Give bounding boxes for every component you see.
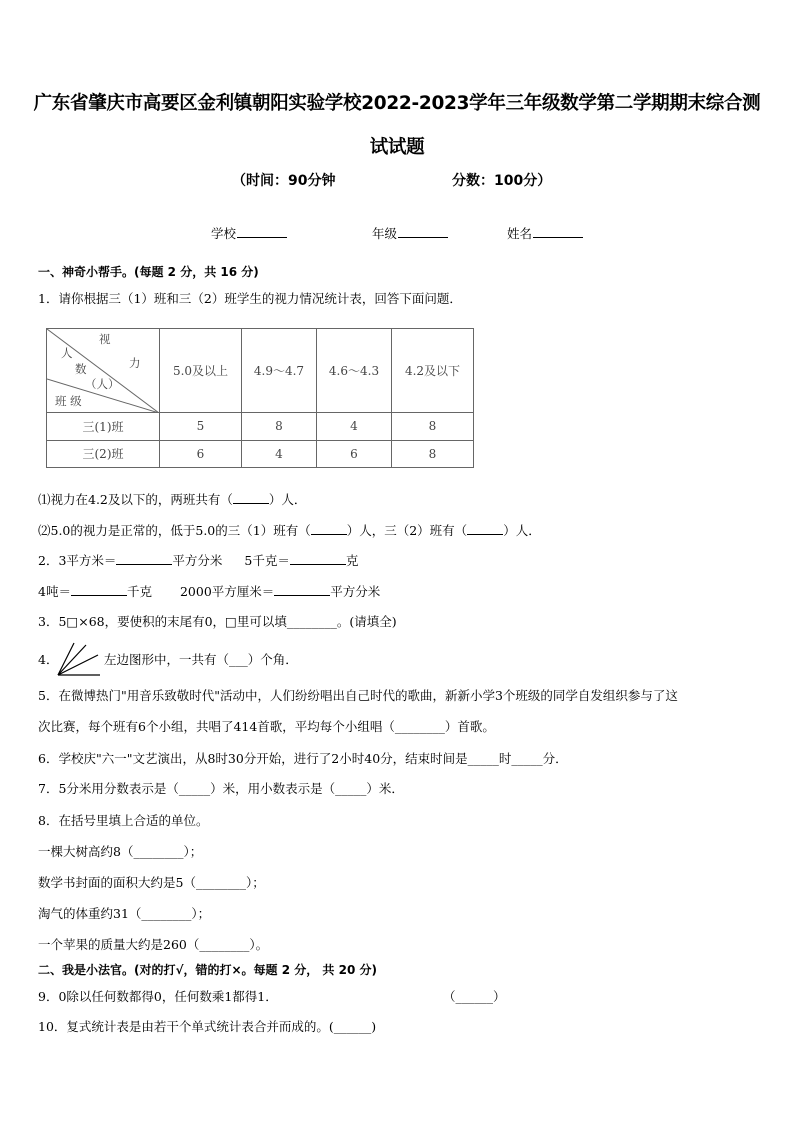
header-cell: 4.6～4.3 bbox=[316, 329, 391, 413]
question-8: 8．在括号里填上合适的单位。 bbox=[38, 813, 209, 828]
table-corner-header: 视 人 力 数 （人） 班 级 bbox=[47, 329, 160, 413]
value-cell: 8 bbox=[241, 413, 316, 441]
grade-field[interactable]: 年级 bbox=[372, 224, 397, 242]
school-field[interactable]: 学校 bbox=[211, 224, 236, 242]
table-row bbox=[47, 413, 474, 441]
name-field[interactable]: 姓名 bbox=[507, 224, 532, 242]
question-5-line-2: 次比赛，每个班有6个小组，共唱了414首歌，平均每个小组唱（________）首歌。 bbox=[38, 719, 495, 734]
value-cell: 6 bbox=[316, 440, 391, 468]
question-1: 1．请你根据三（1）班和三（2）班学生的视力情况统计表，回答下面问题． bbox=[38, 291, 462, 306]
question-10: 10．复式统计表是由若干个单式统计表合并而成的。(______) bbox=[38, 1019, 377, 1034]
class-cell: 三(1)班 bbox=[47, 413, 160, 441]
question-8-item: 一个苹果的质量大约是260（________）。 bbox=[38, 937, 269, 952]
question-4-number: 4． bbox=[38, 652, 59, 667]
question-2: 2．3平方米＝ 平方分米 5千克＝ 克 bbox=[38, 553, 359, 568]
question-4: 左边图形中，一共有（___）个角． bbox=[104, 652, 298, 667]
value-cell: 5 bbox=[160, 413, 242, 441]
section-2-heading: 二、我是小法官。(对的打√，错的打×。每题 2 分， 共 20 分) bbox=[38, 963, 377, 977]
question-1-part-2: ⑵5.0的视力是正常的，低于5.0的三（1）班有（ ）人，三（2）班有（ ）人． bbox=[38, 523, 541, 538]
class-cell: 三(2)班 bbox=[47, 440, 160, 468]
section-1-heading: 一、神奇小帮手。(每题 2 分，共 16 分) bbox=[38, 265, 259, 279]
page-title: 广东省肇庆市高要区金利镇朝阳实验学校2022-2023学年三年级数学第二学期期末综合测试试题 bbox=[33, 93, 761, 158]
answer-blank[interactable] bbox=[233, 490, 269, 504]
question-9: 9．0除以任何数都得0，任何数乘1都得1． bbox=[38, 989, 278, 1004]
question-9-answer[interactable]: （______） bbox=[443, 989, 506, 1004]
question-8-item: 淘气的体重约31（________）； bbox=[38, 906, 211, 921]
answer-blank[interactable] bbox=[290, 551, 346, 565]
question-3: 3．5□×68，要使积的末尾有0，□里可以填________。(请填全) bbox=[38, 614, 397, 629]
answer-blank[interactable] bbox=[274, 582, 330, 596]
header-cell: 4.9～4.7 bbox=[241, 329, 316, 413]
angle-figure bbox=[56, 641, 102, 677]
answer-blank[interactable] bbox=[71, 582, 127, 596]
question-1-part-1: ⑴视力在4.2及以下的，两班共有（ ）人． bbox=[38, 492, 307, 507]
question-6: 6．学校庆"六一"文艺演出，从8时30分开始，进行了2小时40分，结束时间是_____时_____分． bbox=[38, 751, 568, 766]
answer-blank[interactable] bbox=[116, 551, 172, 565]
exam-time: （时间：90分钟 bbox=[232, 173, 336, 189]
answer-blank[interactable] bbox=[467, 521, 503, 535]
value-cell: 8 bbox=[392, 413, 474, 441]
value-cell: 6 bbox=[160, 440, 242, 468]
question-7: 7．5分米用分数表示是（_____）米，用小数表示是（_____）米． bbox=[38, 781, 404, 796]
value-cell: 4 bbox=[316, 413, 391, 441]
question-5-line-1: 5．在微博热门"用音乐致敬时代"活动中，人们纷纷唱出自己时代的歌曲，新新小学3个班级的同学自发组织参与了这 bbox=[38, 688, 678, 703]
vision-stats-table bbox=[46, 328, 474, 468]
value-cell: 8 bbox=[392, 440, 474, 468]
exam-score: 分数：100分） bbox=[452, 173, 552, 189]
value-cell: 4 bbox=[241, 440, 316, 468]
question-8-item: 一棵大树高约8（________）； bbox=[38, 844, 203, 859]
answer-blank[interactable] bbox=[311, 521, 347, 535]
question-2-line-2: 4吨＝ 千克 2000平方厘米＝ 平方分米 bbox=[38, 584, 381, 599]
question-8-item: 数学书封面的面积大约是5（________）； bbox=[38, 875, 265, 890]
header-cell: 4.2及以下 bbox=[392, 329, 474, 413]
header-cell: 5.0及以上 bbox=[160, 329, 242, 413]
table-row bbox=[47, 440, 474, 468]
